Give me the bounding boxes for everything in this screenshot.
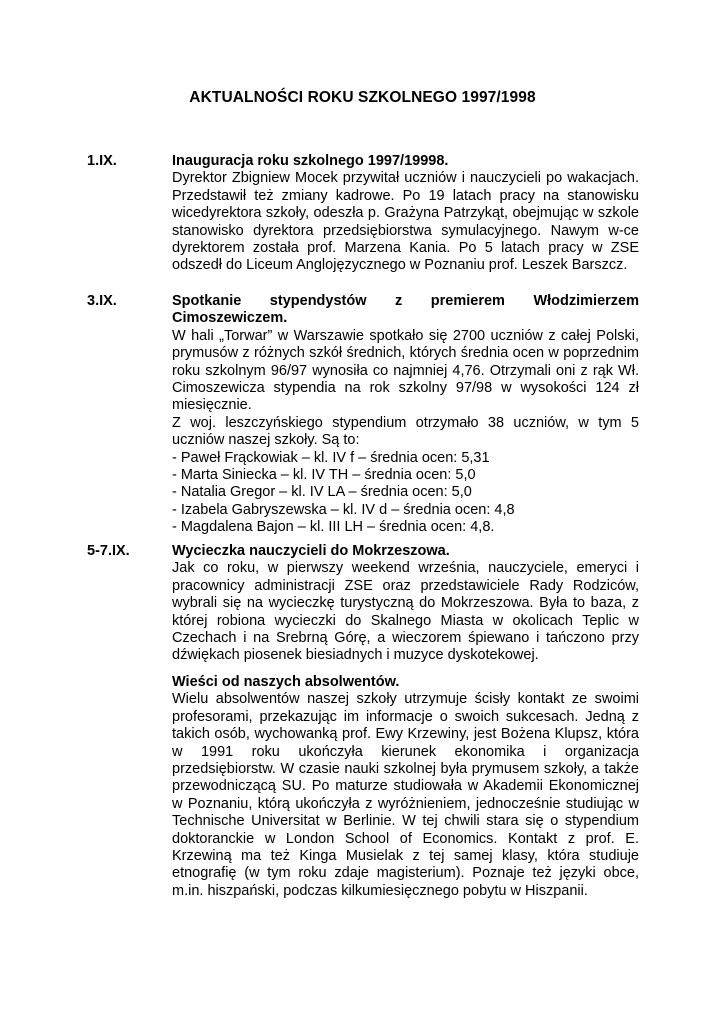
entry-body: [172, 293, 639, 537]
entry-body: [172, 153, 639, 275]
entry-heading: Inauguracja roku szkolnego 1997/19998.: [172, 153, 449, 169]
entry-date: 1.IX.: [87, 153, 117, 169]
entry-body: [172, 543, 639, 665]
entry-date: 5-7.IX.: [87, 543, 130, 559]
list-item: - Izabela Gabryszewska – kl. IV d – średnia ocen: 4,8: [172, 501, 515, 518]
entry-heading: Wieści od naszych absolwentów.: [172, 674, 400, 690]
entry-body: [172, 674, 639, 900]
list-item: - Paweł Frąckowiak – kl. IV f – średnia ocen: 5,31: [172, 449, 490, 466]
entry-paragraph: Dyrektor Zbigniew Mocek przywitał uczniów i nauczycieli po wakacjach. Przedstawił też zmiany kadrowe. Po 19 latach pracy na stanowisku wicedyrektora szkoły, odeszła p. Grażyna Patrzykąt, obejmując w szkole stanowisko dyrektora przedsiębiorstwa symulacyjnego. Nawym w-ce dyrektorem została prof. Marzena Kania. Po 5 latach pracy w ZSE odszedł do Liceum Anglojęzycznego w Poznaniu prof. Leszek Barszcz.: [172, 170, 639, 274]
list-item: - Magdalena Bajon – kl. III LH – średnia ocen: 4,8.: [172, 519, 495, 536]
entry-paragraph: Z woj. leszczyńskiego stypendium otrzymało 38 uczniów, w tym 5 uczniów naszej szkoły. Są to:: [172, 414, 639, 449]
scholarship-list: [172, 450, 639, 537]
entry-heading: Spotkanie stypendystów z premierem Włodzimierzem Cimoszewiczem.: [172, 293, 639, 327]
entry-paragraph: Wielu absolwentów naszej szkoły utrzymuje ścisły kontakt ze swoimi profesorami, przekazując im informacje o swoich sukcesach. Jedną z takich osób, wychowanką prof. Ewy Krzewiny, jest Bożena Klupsz, która w 1991 roku ukończyła kierunek ekonomika i organizacja przedsiębiorstw. W czasie nauki szkolnej była prymusem szkoły, a także przewodniczącą SU. Po maturze studiowała w Akademii Ekonomicznej w Poznaniu, którą ukończyła z wyróżnieniem, jednocześnie studiując w Technische Universitat w Berlinie. W tej chwili stara się o stypendium doktoranckie w London School of Economics. Kontakt z prof. E. Krzewiną ma też Kinga Musielak z tej samej klasy, która studiuje etnografię (w tym roku zdaje magisterium). Poznaje też języki obce, m.in. hiszpański, podczas kilkumiesięcznego pobytu w Hiszpanii.: [172, 691, 639, 899]
entry-date: 3.IX.: [87, 293, 117, 309]
list-item: - Marta Siniecka – kl. IV TH – średnia ocen: 5,0: [172, 467, 476, 484]
entry-paragraph: W hali „Torwar” w Warszawie spotkało się 2700 uczniów z całej Polski, prymusów z różnych szkół średnich, których średnia ocen w poprzednim roku szkolnym 96/97 wynosiła co najmniej 4,76. Otrzymali oni z rąk Wł. Cimoszewicza stypendia na rok szkolny 97/98 w wysokości 124 zł miesięcznie.: [172, 327, 639, 414]
entry-paragraph: Jak co roku, w pierwszy weekend września, nauczyciele, emeryci i pracownicy administracji ZSE oraz przedstawiciele Rady Rodziców, wybrali się na wycieczkę turystyczną do Mokrzeszowa. Była to baza, z której robiona wycieczki do Skalnego Miasta w okolicach Teplic w Czechach i na Srebrną Górę, a wieczorem śpiewano i tańczono przy dźwiękach piosenek biesiadnych i muzyce dyskotekowej.: [172, 560, 639, 664]
list-item: - Natalia Gregor – kl. IV LA – średnia ocen: 5,0: [172, 484, 472, 501]
entry-heading: Wycieczka nauczycieli do Mokrzeszowa.: [172, 543, 450, 559]
document-title: AKTUALNOŚCI ROKU SZKOLNEGO 1997/1998: [189, 89, 536, 106]
